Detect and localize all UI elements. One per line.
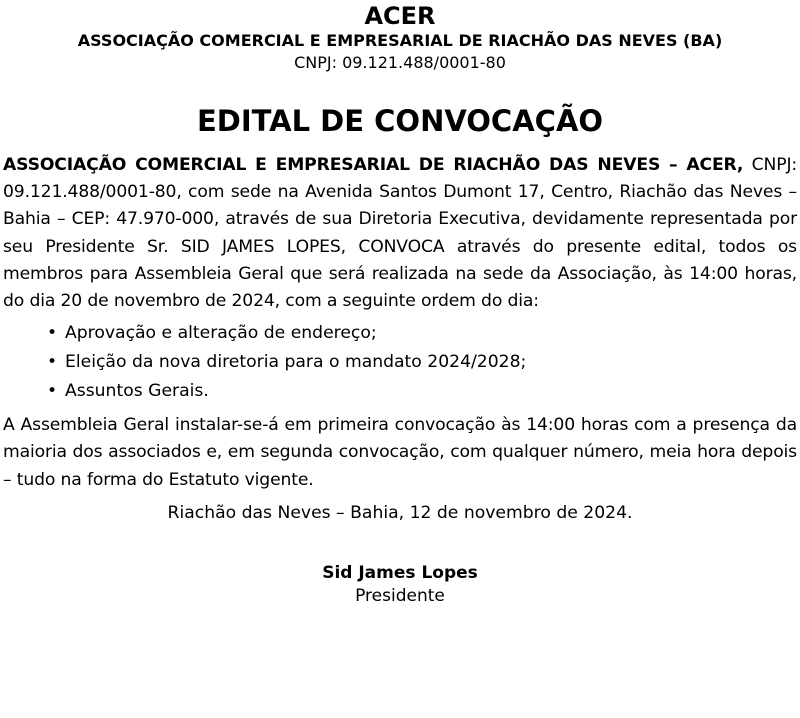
intro-paragraph (3, 152, 797, 315)
signatory-role: Presidente (355, 585, 445, 606)
agenda-item: • Eleição da nova diretoria para o mandato 2024/2028; (65, 348, 797, 377)
org-acronym: ACER (364, 2, 436, 30)
closing-paragraph: A Assembleia Geral instalar-se-á em primeira convocação às 14:00 horas com a presença da maioria dos associados e, em segunda convocação, com qualquer número, meia hora depois – tudo na forma do Estatuto vigente. (3, 415, 797, 490)
org-full-name: ASSOCIAÇÃO COMERCIAL E EMPRESARIAL DE RIACHÃO DAS NEVES (BA) (77, 31, 723, 50)
signatory-name: Sid James Lopes (322, 562, 478, 583)
org-cnpj: CNPJ: 09.121.488/0001-80 (294, 53, 506, 72)
signature-block (3, 561, 797, 607)
agenda-item: • Assuntos Gerais. (65, 377, 797, 406)
letterhead (3, 2, 797, 74)
agenda-list (3, 319, 797, 406)
document-page (0, 2, 800, 718)
date-line: Riachão das Neves – Bahia, 12 de novembro de 2024. (167, 502, 633, 523)
intro-text: CNPJ: 09.121.488/0001-80, com sede na Avenida Santos Dumont 17, Centro, Riachão das Neves – Bahia – CEP: 47.970-000, através de sua Diretoria Executiva, devidamente representada por seu Presidente Sr. SID JAMES LOPES, CONVOCA através do presente edital, todos os membros para Assembleia Geral que será realizada na sede da Associação, às 14:00 horas, do dia 20 de novembro de 2024, com a seguinte ordem do dia: (3, 155, 797, 312)
agenda-item: • Aprovação e alteração de endereço; (65, 319, 797, 348)
intro-org-name: ASSOCIAÇÃO COMERCIAL E EMPRESARIAL DE RIACHÃO DAS NEVES – ACER, (3, 155, 744, 175)
document-title: EDITAL DE CONVOCAÇÃO (196, 104, 604, 138)
